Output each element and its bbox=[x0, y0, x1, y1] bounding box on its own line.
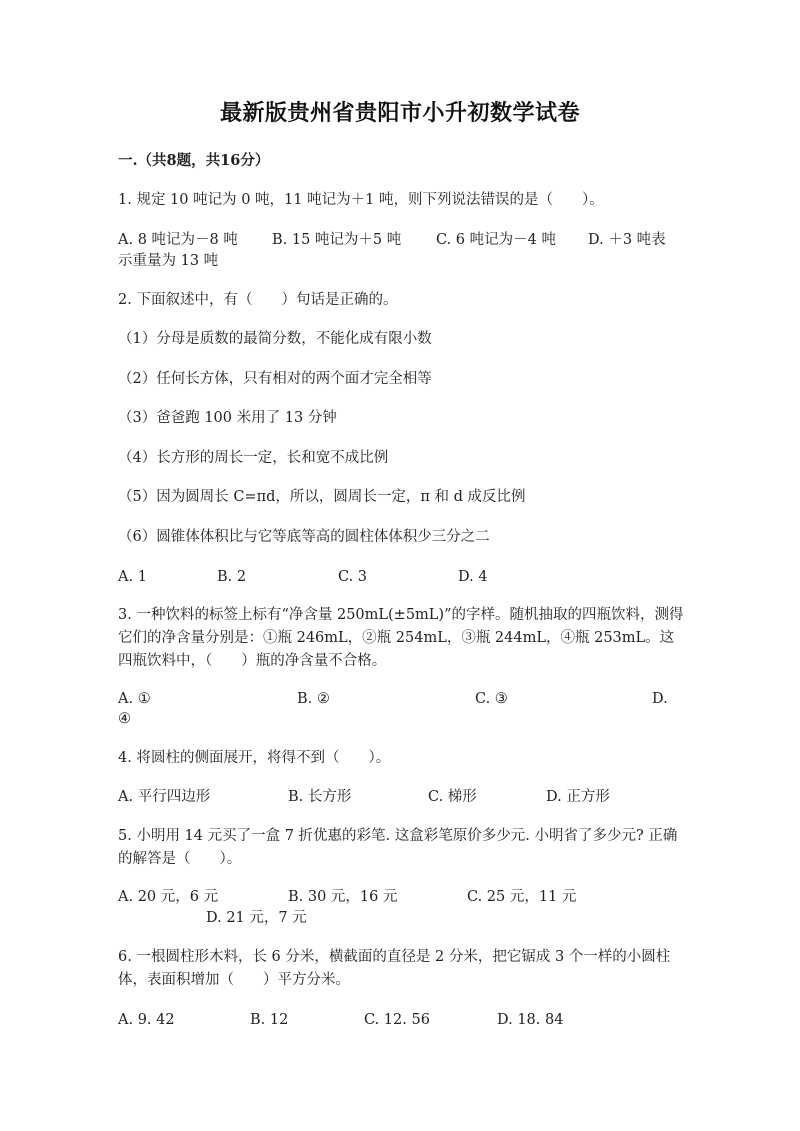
question-1-option-a[interactable]: A. 8 吨记为－8 吨 bbox=[118, 232, 238, 248]
question-2-statement: （2）任何长方体，只有相对的两个面才完全相等 bbox=[118, 371, 432, 387]
question-2-statement: （4）长方形的周长一定，长和宽不成比例 bbox=[118, 450, 389, 466]
question-3-option-c[interactable]: C. ③ bbox=[475, 691, 508, 707]
question-6-option-d[interactable]: D. 18. 84 bbox=[497, 1012, 564, 1028]
question-2-statement: （1）分母是质数的最简分数，不能化成有限小数 bbox=[118, 331, 432, 347]
question-5-option-b[interactable]: B. 30 元，16 元 bbox=[288, 889, 398, 905]
question-6-option-b[interactable]: B. 12 bbox=[250, 1012, 289, 1028]
question-4-option-a[interactable]: A. 平行四边形 bbox=[118, 789, 211, 805]
question-2-option-c[interactable]: C. 3 bbox=[338, 569, 368, 585]
question-5-option-a[interactable]: A. 20 元，6 元 bbox=[118, 889, 219, 905]
question-6-stem: 6. 一根圆柱形木料，长 6 分米，横截面的直径是 2 分米，把它锯成 3 个一样的小圆柱体，表面积增加（ ）平方分米。 bbox=[118, 949, 671, 988]
question-3-option-b[interactable]: B. ② bbox=[297, 691, 330, 707]
question-4-option-d[interactable]: D. 正方形 bbox=[546, 789, 610, 805]
question-4-option-c[interactable]: C. 梯形 bbox=[428, 789, 477, 805]
question-3-option-d[interactable]: D. bbox=[652, 691, 668, 707]
question-2-option-d[interactable]: D. 4 bbox=[458, 569, 488, 585]
question-1-stem: 1. 规定 10 吨记为 0 吨，11 吨记为＋1 吨，则下列说法错误的是（ ）。 bbox=[118, 192, 604, 208]
question-3-option-d-continued: ④ bbox=[118, 711, 131, 727]
question-1-option-d-continued: 示重量为 13 吨 bbox=[118, 253, 219, 269]
question-2-statement: （5）因为圆周长 C=πd，所以，圆周长一定，π 和 d 成反比例 bbox=[118, 489, 526, 505]
question-4-stem: 4. 将圆柱的侧面展开，将得不到（ ）。 bbox=[118, 750, 391, 766]
question-2-statement: （3）爸爸跑 100 米用了 13 分钟 bbox=[118, 410, 337, 426]
question-6-option-a[interactable]: A. 9. 42 bbox=[118, 1012, 175, 1028]
question-1-option-b[interactable]: B. 15 吨记为＋5 吨 bbox=[272, 232, 402, 248]
question-6-option-c[interactable]: C. 12. 56 bbox=[364, 1012, 430, 1028]
question-3-stem: 3. 一种饮料的标签上标有“净含量 250mL(±5mL)”的字样。随机抽取的四瓶饮料，测得它们的净含量分别是：①瓶 246mL，②瓶 254mL，③瓶 244mL，④瓶 253mL。这四瓶饮料中，（ ）瓶的净含量不合格。 bbox=[118, 607, 684, 669]
question-2-option-b[interactable]: B. 2 bbox=[217, 569, 247, 585]
section-header: 一.（共8题，共16分） bbox=[118, 152, 270, 169]
question-4-option-b[interactable]: B. 长方形 bbox=[288, 789, 352, 805]
question-2-option-a[interactable]: A. 1 bbox=[118, 569, 147, 585]
question-2-stem: 2. 下面叙述中，有（ ）句话是正确的。 bbox=[118, 292, 398, 308]
question-5-stem: 5. 小明用 14 元买了一盒 7 折优惠的彩笔. 这盒彩笔原价多少元. 小明省了多少元? 正确的解答是（ ）。 bbox=[118, 828, 678, 867]
question-3-option-a[interactable]: A. ① bbox=[118, 691, 151, 707]
question-2-statement: （6）圆锥体体积比与它等底等高的圆柱体体积少三分之二 bbox=[118, 529, 490, 545]
question-1-option-d[interactable]: D. ＋3 吨表 bbox=[588, 232, 666, 248]
question-1-option-c[interactable]: C. 6 吨记为－4 吨 bbox=[436, 232, 556, 248]
exam-title: 最新版贵州省贵阳市小升初数学试卷 bbox=[219, 100, 580, 126]
question-5-option-c[interactable]: C. 25 元，11 元 bbox=[467, 889, 577, 905]
question-5-option-d[interactable]: D. 21 元，7 元 bbox=[206, 910, 307, 926]
